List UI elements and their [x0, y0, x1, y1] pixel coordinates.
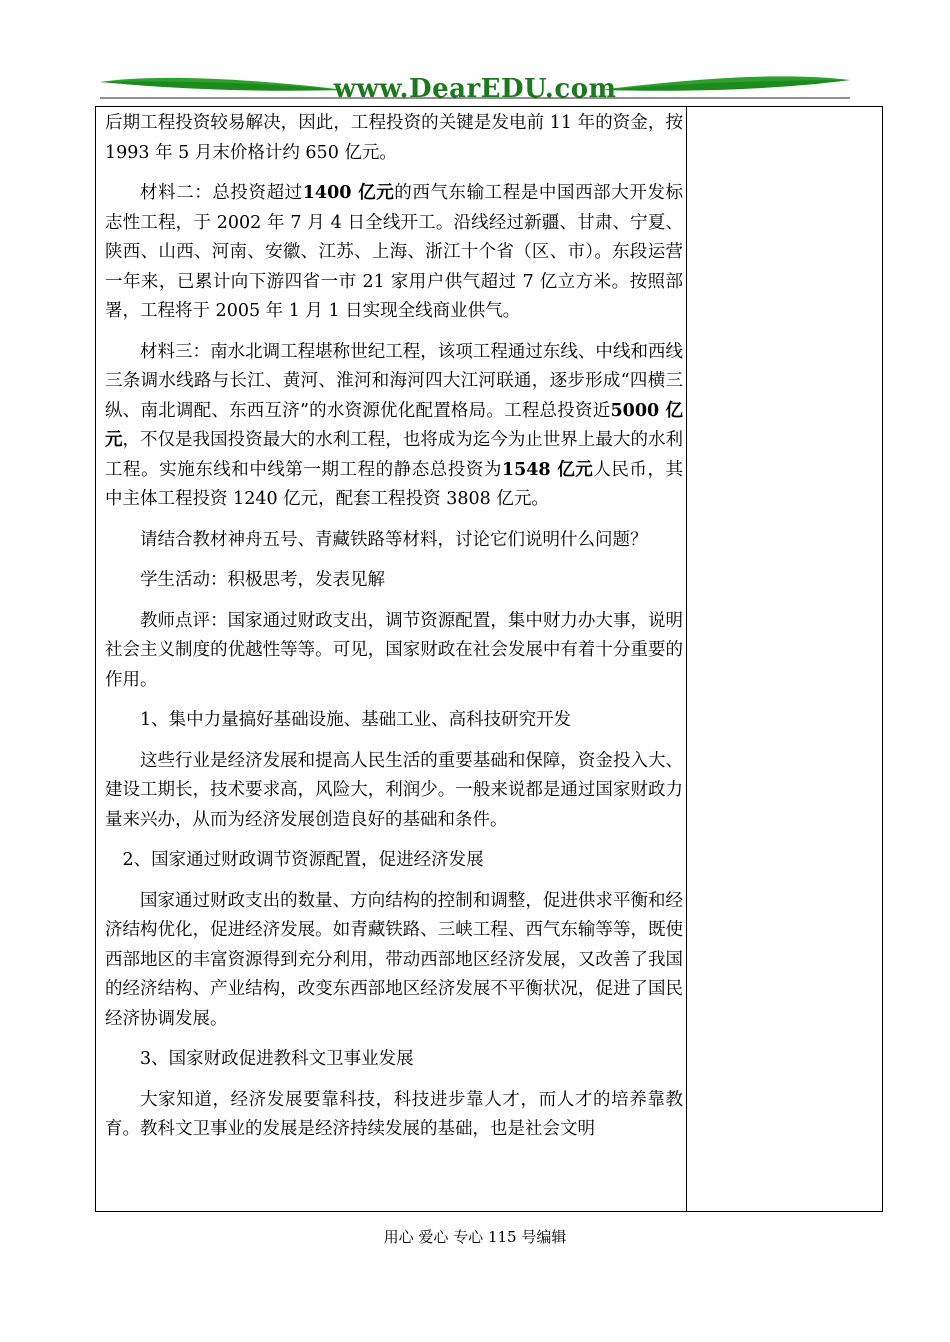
paragraph-material-3	[105, 338, 683, 515]
heading-point-3: 3、国家财政促进教科文卫事业发展	[140, 1049, 414, 1069]
paragraph-material-2	[105, 179, 683, 327]
paragraph-question: 请结合教材神舟五号、青藏铁路等材料，讨论它们说明什么问题？	[140, 529, 648, 550]
page-footer: 用心 爱心 专心 115 号编辑	[383, 1228, 567, 1246]
page-header	[95, 70, 855, 106]
text-span: 材料三：南水北调工程堪称世纪工程，该项工程通过东线、中线和西线三条调水线路与长江、黄河、淮河和海河四大江河联通，逐步形成“四横三纵、南北调配、东西互济”的水资源优化配置格局。工程总投资近	[105, 341, 683, 421]
bold-figure: 1548 亿元	[501, 459, 594, 480]
bold-figure: 1400 亿元	[302, 183, 395, 203]
paragraph-point-3: 大家知道，经济发展要靠科技，科技进步靠人才，而人才的培养靠教育。教科文卫事业的发展是经济持续发展的基础，也是社会文明	[105, 1089, 683, 1139]
main-column	[105, 109, 683, 1156]
text-span: 人民币，其中主体工程投资 1240 亿元，配套工程投资 3808 亿元。	[105, 459, 683, 509]
text-span: 材料二：总投资超过	[140, 183, 303, 203]
paragraph-student-activity: 学生活动：积极思考，发表见解	[140, 570, 385, 590]
heading-point-1: 1、集中力量搞好基础设施、基础工业、高科技研究开发	[140, 710, 572, 730]
bold-figure: 5000 亿元	[105, 400, 683, 450]
heading-point-2: 2、国家通过财政调节资源配置，促进经济发展	[122, 850, 484, 870]
text-span: 的西气东输工程是中国西部大开发标志性工程，于 2002 年 7 月 4 日全线开工。沿线经过新疆、甘肃、宁夏、陕西、山西、河南、安徽、江苏、上海、浙江十个省（区、市）。东段运营一年来，已累计向下游四省一市 21 家用户供气超过 7 亿立方米。按照部署，工程将于 2005 年 1 月 1 日实现全线商业供气。	[105, 183, 683, 321]
paragraph-teacher-comment: 教师点评：国家通过财政支出，调节资源配置，集中财力办大事，说明社会主义制度的优越性等等。可见，国家财政在社会发展中有着十分重要的作用。	[105, 610, 683, 690]
paragraph-point-2: 国家通过财政支出的数量、方向结构的控制和调整，促进供求平衡和经济结构优化，促进经济发展。如青藏铁路、三峡工程、西气东输等等，既使西部地区的丰富资源得到充分利用，带动西部地区经济发展，又改善了我国的经济结构、产业结构，改变东西部地区经济发展不平衡状况，促进了国民经济协调发展。	[105, 890, 683, 1029]
content-table	[95, 106, 883, 1212]
site-logo-text: www.DearEDU.com	[333, 74, 617, 104]
paragraph-continuation: 后期工程投资较易解决，因此，工程投资的关键是发电前 11 年的资金，按 1993 年 5 月末价格计约 650 亿元。	[105, 113, 683, 163]
text-span: ，不仅是我国投资最大的水利工程，也将成为迄今为止世界上最大的水利工程。实施东线和中线第一期工程的静态总投资为	[105, 430, 683, 480]
paragraph-point-1: 这些行业是经济发展和提高人民生活的重要基础和保障，资金投入大、建设工期长，技术要求高，风险大，利润少。一般来说都是通过国家财政力量来兴办，从而为经济发展创造良好的基础和条件。	[105, 750, 683, 830]
notes-column	[687, 107, 882, 1211]
